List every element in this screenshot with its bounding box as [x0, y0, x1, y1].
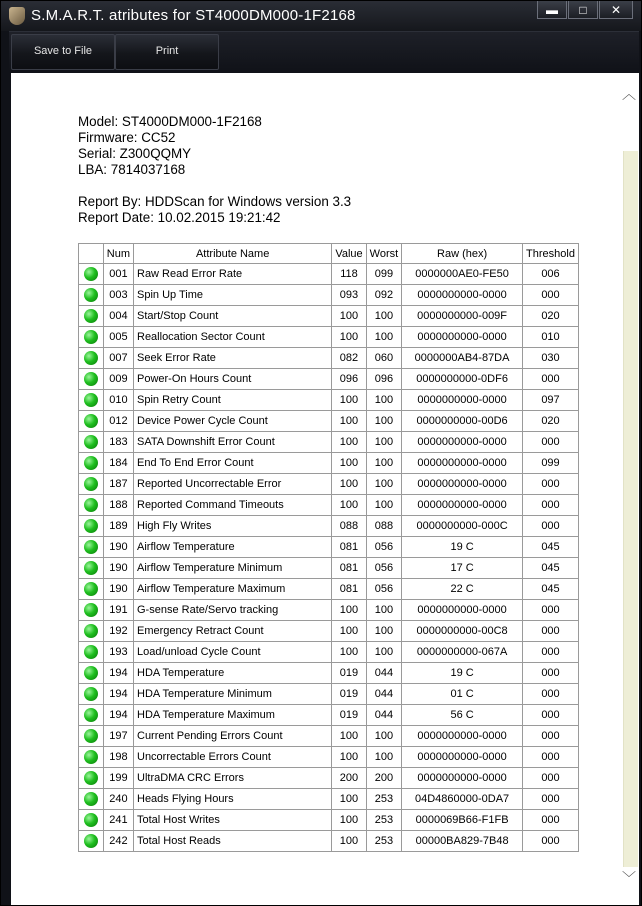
attr-threshold: 045: [522, 558, 578, 579]
table-row: [79, 831, 579, 852]
status-cell: [79, 747, 104, 768]
attr-value: 019: [332, 684, 366, 705]
attr-num: 004: [103, 306, 133, 327]
attr-threshold: 000: [522, 369, 578, 390]
attr-threshold: 000: [522, 747, 578, 768]
table-row: [79, 516, 579, 537]
attr-threshold: 000: [522, 285, 578, 306]
status-ok-icon: [84, 498, 98, 512]
attr-name: End To End Error Count: [134, 453, 332, 474]
status-cell: [79, 264, 104, 285]
attr-threshold: 020: [522, 306, 578, 327]
scroll-down-arrow-icon[interactable]: ﹀: [622, 870, 636, 886]
status-cell: [79, 726, 104, 747]
status-ok-icon: [84, 540, 98, 554]
status-ok-icon: [84, 288, 98, 302]
attr-worst: 253: [366, 831, 402, 852]
attr-num: 190: [103, 537, 133, 558]
attr-raw: 0000000000-0DF6: [402, 369, 523, 390]
status-cell: [79, 621, 104, 642]
status-ok-icon: [84, 771, 98, 785]
table-row: [79, 600, 579, 621]
status-cell: [79, 831, 104, 852]
attr-threshold: 006: [522, 264, 578, 285]
minimize-button[interactable]: ▬: [537, 1, 567, 19]
attr-raw: 0000000000-0000: [402, 747, 523, 768]
attr-num: 194: [103, 663, 133, 684]
attr-raw: 19 C: [402, 663, 523, 684]
status-cell: [79, 516, 104, 537]
worst-header: Worst: [366, 244, 402, 264]
attr-raw: 00000BA829-7B48: [402, 831, 523, 852]
drive-info: [78, 114, 351, 226]
status-cell: [79, 432, 104, 453]
status-ok-icon: [84, 729, 98, 743]
status-ok-icon: [84, 414, 98, 428]
table-row: [79, 789, 579, 810]
attr-worst: 100: [366, 453, 402, 474]
attr-value: 118: [332, 264, 366, 285]
table-body: [79, 264, 579, 852]
table-row: [79, 747, 579, 768]
attr-worst: 100: [366, 432, 402, 453]
table-row: [79, 327, 579, 348]
status-cell: [79, 600, 104, 621]
attr-threshold: 000: [522, 684, 578, 705]
attr-threshold: 000: [522, 495, 578, 516]
status-cell: [79, 579, 104, 600]
attr-num: 188: [103, 495, 133, 516]
status-cell: [79, 306, 104, 327]
attr-threshold: 045: [522, 579, 578, 600]
status-cell: [79, 285, 104, 306]
attr-name: High Fly Writes: [134, 516, 332, 537]
attr-num: 190: [103, 579, 133, 600]
table-row: [79, 495, 579, 516]
attr-value: 100: [332, 327, 366, 348]
table-row: [79, 369, 579, 390]
table-row: [79, 810, 579, 831]
attr-num: 240: [103, 789, 133, 810]
attr-threshold: 000: [522, 642, 578, 663]
attr-worst: 253: [366, 810, 402, 831]
attr-value: 100: [332, 642, 366, 663]
status-cell: [79, 390, 104, 411]
attr-threshold: 000: [522, 810, 578, 831]
attr-value: 081: [332, 537, 366, 558]
attr-num: 242: [103, 831, 133, 852]
attr-name: Reallocation Sector Count: [134, 327, 332, 348]
lba-line: LBA: 7814037168: [78, 162, 186, 177]
attr-worst: 044: [366, 663, 402, 684]
status-ok-icon: [84, 372, 98, 386]
status-cell: [79, 411, 104, 432]
attr-worst: 060: [366, 348, 402, 369]
table-header-row: [79, 244, 579, 264]
status-ok-icon: [84, 603, 98, 617]
status-ok-icon: [84, 519, 98, 533]
attr-num: 007: [103, 348, 133, 369]
table-row: [79, 306, 579, 327]
attr-num: 184: [103, 453, 133, 474]
table-row: [79, 348, 579, 369]
status-ok-icon: [84, 624, 98, 638]
serial-line: Serial: Z300QQMY: [78, 146, 192, 161]
attr-threshold: 000: [522, 621, 578, 642]
print-button[interactable]: Print: [115, 34, 219, 70]
status-ok-icon: [84, 666, 98, 680]
attr-threshold: 000: [522, 663, 578, 684]
attr-worst: 253: [366, 789, 402, 810]
report-view: [11, 73, 639, 905]
attr-raw: 0000000000-0000: [402, 768, 523, 789]
attr-num: 003: [103, 285, 133, 306]
attr-name: Reported Uncorrectable Error: [134, 474, 332, 495]
status-cell: [79, 537, 104, 558]
attr-value: 100: [332, 621, 366, 642]
status-ok-icon: [84, 645, 98, 659]
attr-worst: 100: [366, 327, 402, 348]
attr-threshold: 000: [522, 516, 578, 537]
attr-value: 100: [332, 726, 366, 747]
close-button[interactable]: ✕: [599, 1, 633, 19]
attr-worst: 100: [366, 390, 402, 411]
status-cell: [79, 789, 104, 810]
attr-worst: 056: [366, 579, 402, 600]
attr-name: Emergency Retract Count: [134, 621, 332, 642]
attr-raw: 0000000AE0-FE50: [402, 264, 523, 285]
attr-raw: 22 C: [402, 579, 523, 600]
attr-raw: 56 C: [402, 705, 523, 726]
status-cell: [79, 348, 104, 369]
table-row: [79, 390, 579, 411]
num-header: Num: [103, 244, 133, 264]
attr-value: 100: [332, 747, 366, 768]
attr-raw: 0000000000-0000: [402, 726, 523, 747]
scroll-up-arrow-icon[interactable]: ︿: [622, 86, 636, 102]
attr-num: 192: [103, 621, 133, 642]
table-row: [79, 705, 579, 726]
status-cell: [79, 768, 104, 789]
caption-buttons: [536, 1, 633, 21]
attr-num: 190: [103, 558, 133, 579]
status-ok-icon: [84, 708, 98, 722]
attr-value: 081: [332, 579, 366, 600]
attr-worst: 100: [366, 306, 402, 327]
attr-name: Current Pending Errors Count: [134, 726, 332, 747]
attr-worst: 056: [366, 558, 402, 579]
status-ok-icon: [84, 456, 98, 470]
attr-threshold: 000: [522, 789, 578, 810]
status-ok-icon: [84, 792, 98, 806]
attr-num: 010: [103, 390, 133, 411]
report-by-line: Report By: HDDScan for Windows version 3.3: [78, 194, 352, 209]
table-row: [79, 432, 579, 453]
attr-value: 100: [332, 831, 366, 852]
attr-name: HDA Temperature Maximum: [134, 705, 332, 726]
table-row: [79, 474, 579, 495]
attr-value: 081: [332, 558, 366, 579]
status-cell: [79, 453, 104, 474]
title-bar[interactable]: [1, 1, 641, 31]
attr-worst: 200: [366, 768, 402, 789]
attr-raw: 0000000000-0000: [402, 327, 523, 348]
attr-num: 193: [103, 642, 133, 663]
attr-worst: 100: [366, 621, 402, 642]
attr-raw: 0000000000-009F: [402, 306, 523, 327]
attr-value: 100: [332, 810, 366, 831]
table-row: [79, 684, 579, 705]
attr-worst: 056: [366, 537, 402, 558]
attr-name: HDA Temperature: [134, 663, 332, 684]
attr-num: 001: [103, 264, 133, 285]
status-ok-icon: [84, 330, 98, 344]
attr-worst: 100: [366, 747, 402, 768]
attr-value: 019: [332, 705, 366, 726]
table-row: [79, 453, 579, 474]
status-cell: [79, 810, 104, 831]
attr-name: Device Power Cycle Count: [134, 411, 332, 432]
status-ok-icon: [84, 687, 98, 701]
attr-value: 096: [332, 369, 366, 390]
attr-value: 100: [332, 495, 366, 516]
attr-num: 183: [103, 432, 133, 453]
attr-raw: 0000000000-0000: [402, 390, 523, 411]
table-row: [79, 264, 579, 285]
attr-name: Spin Retry Count: [134, 390, 332, 411]
status-cell: [79, 705, 104, 726]
attr-raw: 0000000000-0000: [402, 495, 523, 516]
table-row: [79, 768, 579, 789]
attr-num: 012: [103, 411, 133, 432]
attr-raw: 01 C: [402, 684, 523, 705]
attr-num: 189: [103, 516, 133, 537]
attr-num: 241: [103, 810, 133, 831]
attr-threshold: 000: [522, 726, 578, 747]
attr-raw: 0000000000-0000: [402, 453, 523, 474]
status-ok-icon: [84, 351, 98, 365]
attr-value: 100: [332, 411, 366, 432]
attr-name: Total Host Writes: [134, 810, 332, 831]
attr-num: 009: [103, 369, 133, 390]
attr-value: 100: [332, 474, 366, 495]
attr-raw: 17 C: [402, 558, 523, 579]
toolbar: [9, 31, 639, 72]
status-cell: [79, 495, 104, 516]
attr-threshold: 000: [522, 474, 578, 495]
attr-worst: 088: [366, 516, 402, 537]
attr-threshold: 097: [522, 390, 578, 411]
attr-value: 100: [332, 453, 366, 474]
attr-worst: 100: [366, 726, 402, 747]
attr-raw: 0000000000-0000: [402, 432, 523, 453]
attr-name: G-sense Rate/Servo tracking: [134, 600, 332, 621]
attr-value: 019: [332, 663, 366, 684]
attr-threshold: 000: [522, 831, 578, 852]
attr-num: 198: [103, 747, 133, 768]
table-row: [79, 579, 579, 600]
attr-raw: 04D4860000-0DA7: [402, 789, 523, 810]
attr-name: Airflow Temperature: [134, 537, 332, 558]
attr-raw: 0000000AB4-87DA: [402, 348, 523, 369]
attr-threshold: 000: [522, 768, 578, 789]
raw-header: Raw (hex): [402, 244, 523, 264]
attr-worst: 100: [366, 495, 402, 516]
attr-worst: 044: [366, 705, 402, 726]
attr-raw: 0000069B66-F1FB: [402, 810, 523, 831]
attr-num: 005: [103, 327, 133, 348]
model-line: Model: ST4000DM000-1F2168: [78, 114, 262, 129]
table-row: [79, 726, 579, 747]
attr-value: 100: [332, 306, 366, 327]
attr-threshold: 000: [522, 432, 578, 453]
attr-raw: 0000000000-00C8: [402, 621, 523, 642]
attr-value: 093: [332, 285, 366, 306]
status-ok-icon: [84, 834, 98, 848]
attr-num: 187: [103, 474, 133, 495]
attr-name: Heads Flying Hours: [134, 789, 332, 810]
attr-raw: 0000000000-067A: [402, 642, 523, 663]
status-cell: [79, 663, 104, 684]
attr-value: 100: [332, 390, 366, 411]
attr-name: Seek Error Rate: [134, 348, 332, 369]
attr-value: 100: [332, 600, 366, 621]
attr-threshold: 000: [522, 705, 578, 726]
table-row: [79, 558, 579, 579]
save-to-file-button[interactable]: Save to File: [11, 34, 115, 70]
status-ok-icon: [84, 813, 98, 827]
attr-num: 197: [103, 726, 133, 747]
attr-name: Power-On Hours Count: [134, 369, 332, 390]
attr-name: Start/Stop Count: [134, 306, 332, 327]
attr-threshold: 020: [522, 411, 578, 432]
smart-attributes-table: [78, 243, 579, 852]
status-cell: [79, 327, 104, 348]
attr-worst: 044: [366, 684, 402, 705]
report-date-line: Report Date: 10.02.2015 19:21:42: [78, 210, 281, 225]
attr-name: UltraDMA CRC Errors: [134, 768, 332, 789]
attr-worst: 100: [366, 642, 402, 663]
status-ok-icon: [84, 393, 98, 407]
attr-threshold: 099: [522, 453, 578, 474]
attr-worst: 096: [366, 369, 402, 390]
attr-name: Airflow Temperature Minimum: [134, 558, 332, 579]
value-header: Value: [332, 244, 366, 264]
attr-num: 194: [103, 684, 133, 705]
attr-raw: 0000000000-000C: [402, 516, 523, 537]
attr-name: Spin Up Time: [134, 285, 332, 306]
table-row: [79, 621, 579, 642]
status-cell: [79, 684, 104, 705]
attr-worst: 092: [366, 285, 402, 306]
attr-threshold: 010: [522, 327, 578, 348]
status-ok-icon: [84, 582, 98, 596]
attr-value: 088: [332, 516, 366, 537]
attr-worst: 099: [366, 264, 402, 285]
status-ok-icon: [84, 267, 98, 281]
attr-value: 082: [332, 348, 366, 369]
attr-worst: 100: [366, 411, 402, 432]
scroll-thumb[interactable]: [623, 151, 638, 867]
attr-name: Total Host Reads: [134, 831, 332, 852]
status-cell: [79, 474, 104, 495]
vertical-scrollbar[interactable]: [619, 73, 639, 905]
table-row: [79, 285, 579, 306]
status-ok-icon: [84, 309, 98, 323]
status-ok-icon: [84, 750, 98, 764]
status-cell: [79, 558, 104, 579]
attr-num: 199: [103, 768, 133, 789]
attr-name: Uncorrectable Errors Count: [134, 747, 332, 768]
table-row: [79, 411, 579, 432]
attr-value: 100: [332, 432, 366, 453]
attr-raw: 0000000000-00D6: [402, 411, 523, 432]
status-cell: [79, 642, 104, 663]
attr-name: Airflow Temperature Maximum: [134, 579, 332, 600]
attr-threshold: 030: [522, 348, 578, 369]
table-row: [79, 663, 579, 684]
status-ok-icon: [84, 477, 98, 491]
attr-value: 100: [332, 789, 366, 810]
maximize-button[interactable]: □: [568, 1, 598, 19]
status-ok-icon: [84, 435, 98, 449]
window-title: S.M.A.R.T. atributes for ST4000DM000-1F2168: [31, 7, 356, 24]
status-header: [79, 244, 104, 264]
status-cell: [79, 369, 104, 390]
attr-raw: 19 C: [402, 537, 523, 558]
attr-name: HDA Temperature Minimum: [134, 684, 332, 705]
attr-name: SATA Downshift Error Count: [134, 432, 332, 453]
attr-name: Load/unload Cycle Count: [134, 642, 332, 663]
attr-name: Raw Read Error Rate: [134, 264, 332, 285]
status-ok-icon: [84, 561, 98, 575]
attr-num: 194: [103, 705, 133, 726]
attr-threshold: 045: [522, 537, 578, 558]
attribute-name-header: Attribute Name: [134, 244, 332, 264]
app-icon: [9, 7, 25, 25]
attr-value: 200: [332, 768, 366, 789]
attr-worst: 100: [366, 474, 402, 495]
firmware-line: Firmware: CC52: [78, 130, 176, 145]
attr-worst: 100: [366, 600, 402, 621]
table-row: [79, 642, 579, 663]
attr-num: 191: [103, 600, 133, 621]
attr-raw: 0000000000-0000: [402, 474, 523, 495]
attr-name: Reported Command Timeouts: [134, 495, 332, 516]
attr-threshold: 000: [522, 600, 578, 621]
table-row: [79, 537, 579, 558]
attr-raw: 0000000000-0000: [402, 600, 523, 621]
attr-raw: 0000000000-0000: [402, 285, 523, 306]
threshold-header: Threshold: [522, 244, 578, 264]
